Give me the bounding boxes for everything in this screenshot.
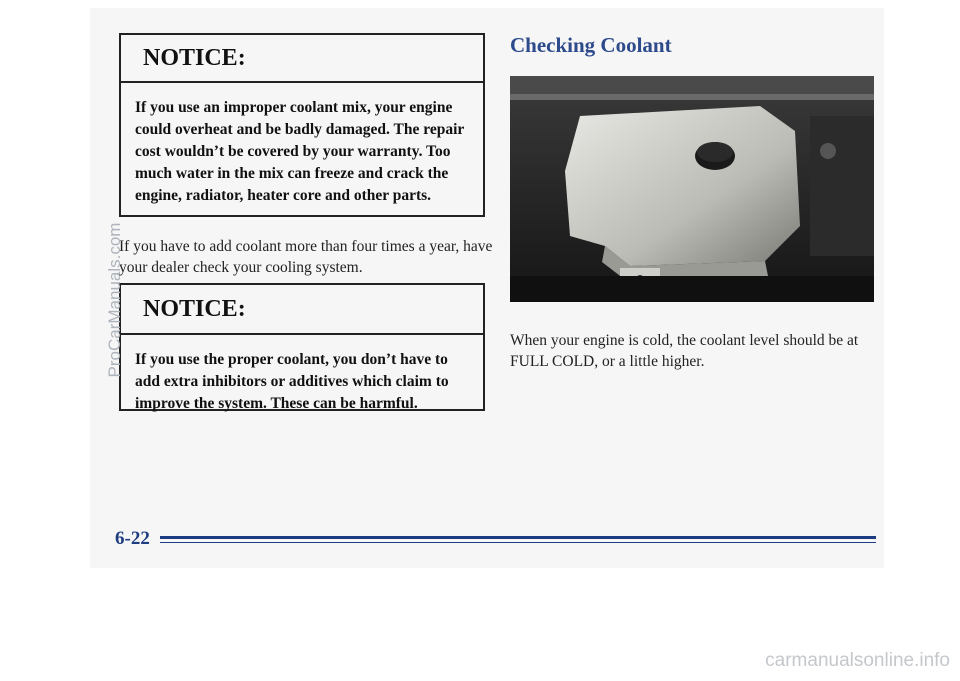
page-number: 6-22 [115, 528, 150, 549]
footer-rule [160, 536, 876, 539]
footer-rule-thin [160, 542, 876, 543]
coolant-reservoir-illustration [510, 76, 874, 302]
coolant-reservoir-photo [510, 76, 874, 302]
notice-body: If you use an improper coolant mix, your engine could overheat and be badly damaged. The repair cost wouldn’t be covered by your warranty. Too much water in the mix can freeze and crack the engine, radiator, heater core and other parts. [135, 99, 464, 204]
side-watermark [96, 180, 134, 420]
coolant-frequency-paragraph: If you have to add coolant more than four times a year, have your dealer check your cooling system. [119, 238, 493, 276]
notice-box-coolant-mix [119, 33, 485, 217]
coolant-level-paragraph: When your engine is cold, the coolant level should be at FULL COLD, or a little higher. [510, 332, 859, 370]
bottom-watermark: carmanualsonline.info [765, 650, 950, 671]
notice-body: If you use the proper coolant, you don’t have to add extra inhibitors or additives which claim to improve the system. These can be harmful. [135, 351, 449, 412]
section-title: Checking Coolant [510, 33, 672, 57]
side-watermark-text: ProCarManuals.com [105, 222, 124, 378]
notice-title: NOTICE: [121, 285, 483, 335]
notice-title: NOTICE: [121, 35, 483, 83]
notice-box-additives [119, 283, 485, 411]
